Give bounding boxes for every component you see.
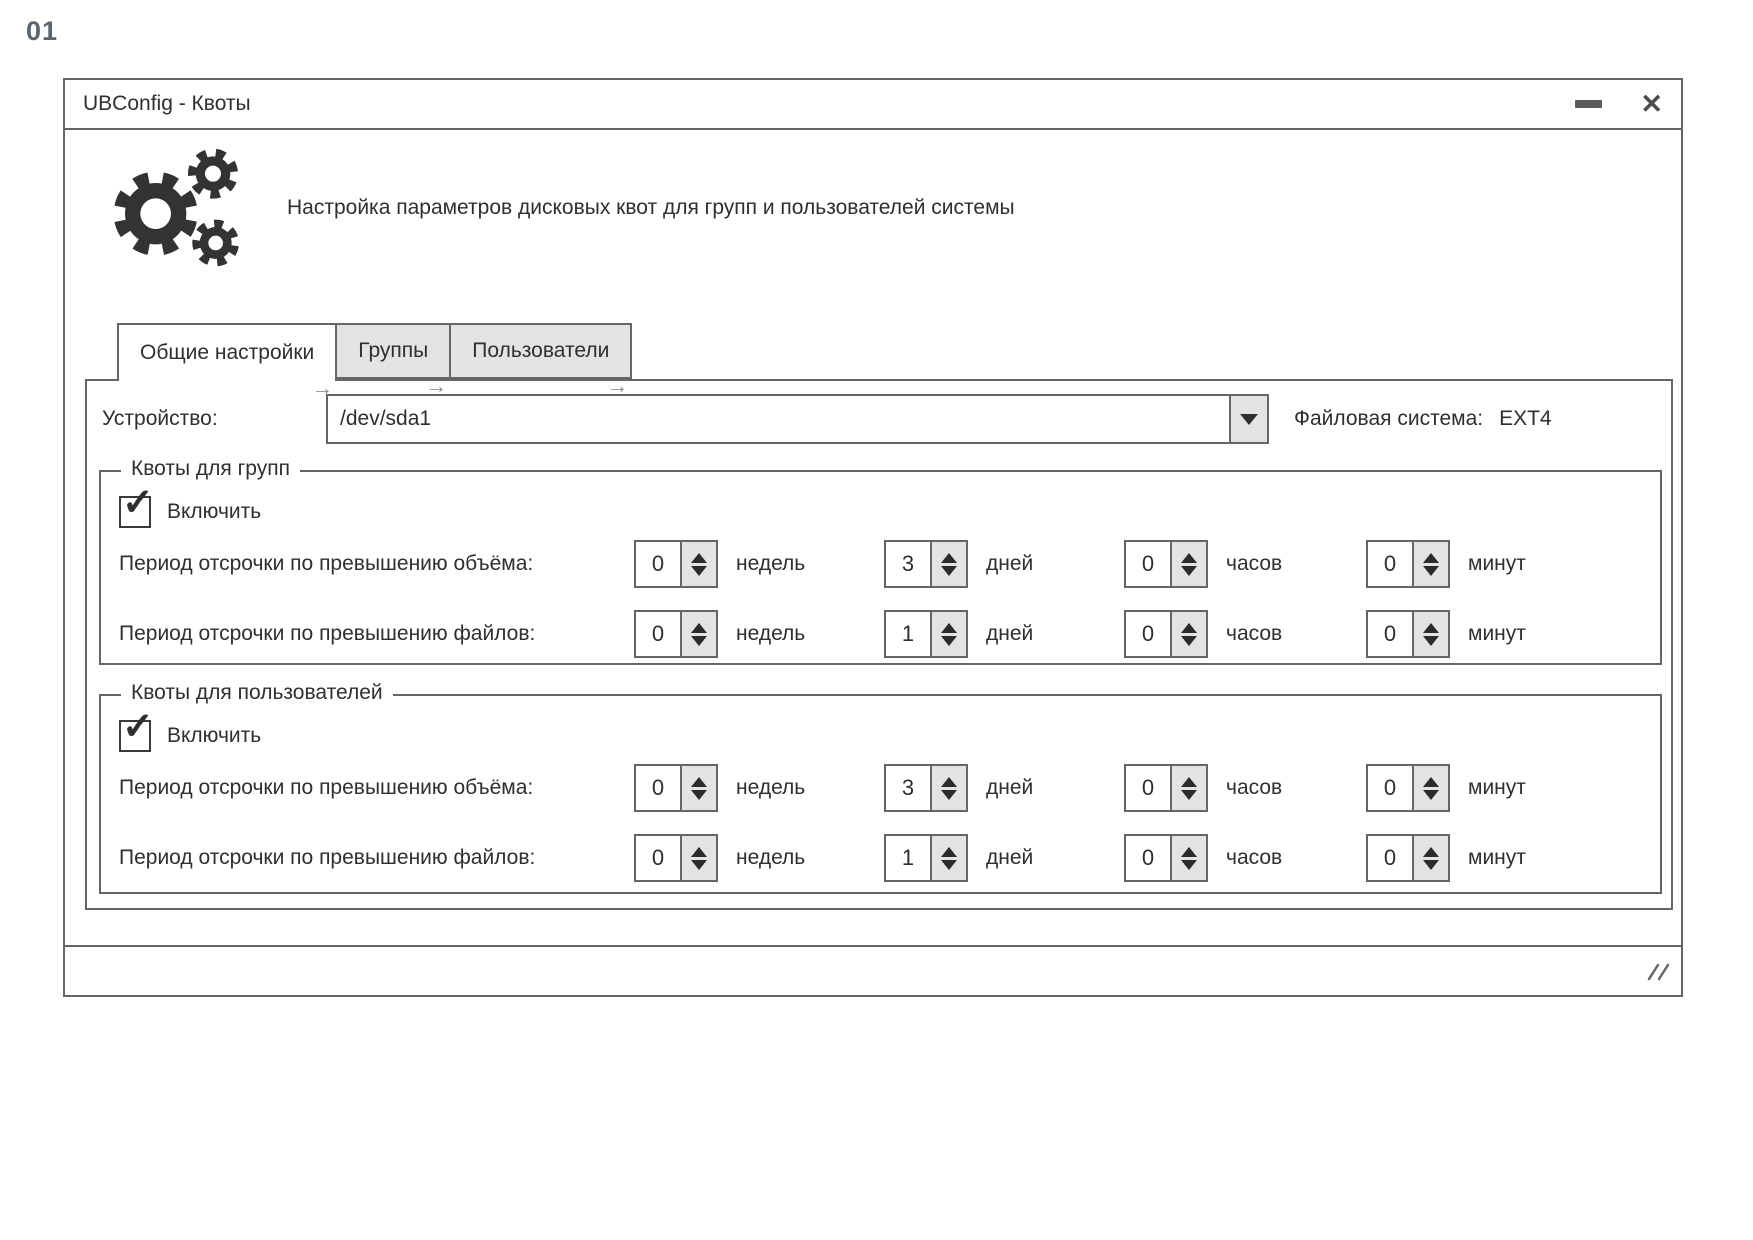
spinbox-stepper[interactable] (1170, 836, 1206, 880)
step-down-icon[interactable] (1181, 636, 1197, 646)
row-label: Период отсрочки по превышению объёма: (119, 552, 534, 575)
checkbox[interactable] (119, 482, 154, 528)
spinbox-stepper[interactable] (680, 542, 716, 586)
tab-link-arrow-icon: → (311, 375, 334, 400)
chevron-down-icon (1240, 414, 1258, 425)
spinbox-unit-label: дней (986, 552, 1034, 575)
spinbox (1366, 764, 1450, 812)
spinbox-value[interactable]: 3 (901, 551, 915, 576)
spinbox-stepper[interactable] (680, 612, 716, 656)
tab-users[interactable] (449, 323, 632, 398)
gears-icon (101, 140, 253, 279)
device-row (102, 394, 1657, 444)
step-down-icon[interactable] (1181, 790, 1197, 800)
spinbox-stepper[interactable] (930, 542, 966, 586)
spinbox-stepper[interactable] (680, 836, 716, 880)
spinner-minutes (1366, 834, 1526, 882)
step-down-icon[interactable] (691, 636, 707, 646)
spinbox (884, 540, 968, 588)
general-settings-panel (85, 375, 1673, 910)
spinbox-value[interactable]: 1 (901, 621, 915, 646)
spinbox (1124, 610, 1208, 658)
spinbox-value[interactable]: 0 (1383, 621, 1397, 646)
figure-number: 01 (26, 16, 59, 46)
step-up-icon[interactable] (1423, 777, 1439, 787)
checkbox[interactable] (119, 706, 154, 752)
spinbox-stepper[interactable] (1170, 542, 1206, 586)
step-down-icon[interactable] (691, 790, 707, 800)
spinbox-value[interactable]: 0 (1383, 551, 1397, 576)
close-button[interactable]: ✕ (1640, 88, 1663, 119)
step-up-icon[interactable] (1181, 777, 1197, 787)
checkmark-icon: ✓ (122, 482, 154, 524)
filesystem-label: Файловая система: (1294, 407, 1484, 430)
step-up-icon[interactable] (691, 623, 707, 633)
statusbar (65, 945, 1681, 995)
tab-label: Группы (358, 339, 429, 362)
step-up-icon[interactable] (941, 623, 957, 633)
spinbox-value[interactable]: 3 (901, 775, 915, 800)
delay-row-files (119, 610, 1650, 658)
groupbox-group-quotas (99, 457, 1662, 665)
delay-row-volume (119, 764, 1650, 812)
step-down-icon[interactable] (941, 790, 957, 800)
spinbox-value[interactable]: 0 (651, 775, 665, 800)
spinbox-unit-label: часов (1226, 846, 1283, 869)
step-down-icon[interactable] (941, 636, 957, 646)
step-down-icon[interactable] (1423, 790, 1439, 800)
step-down-icon[interactable] (1423, 566, 1439, 576)
spinbox-stepper[interactable] (930, 836, 966, 880)
spinbox-stepper[interactable] (1412, 612, 1448, 656)
resize-grip[interactable] (1643, 961, 1671, 988)
step-up-icon[interactable] (691, 553, 707, 563)
spinner-hours (1124, 834, 1282, 882)
checkbox-label: Включить (167, 724, 262, 747)
device-combobox[interactable] (326, 394, 1269, 444)
delay-row-files (119, 834, 1650, 882)
tab-general-settings[interactable] (117, 323, 337, 400)
spinbox-unit-label: минут (1468, 622, 1526, 645)
spinbox-unit-label: недель (736, 552, 806, 575)
spinner-minutes (1366, 610, 1526, 658)
spinner-weeks (634, 764, 805, 812)
tab-link-arrow-icon: → (606, 373, 629, 398)
step-up-icon[interactable] (941, 777, 957, 787)
spinbox-unit-label: минут (1468, 776, 1526, 799)
enable-checkbox-user-quotas[interactable] (119, 706, 262, 752)
spinbox-stepper[interactable] (1412, 836, 1448, 880)
spinbox-unit-label: дней (986, 846, 1034, 869)
spinbox-stepper[interactable] (1170, 766, 1206, 810)
spinbox-unit-label: минут (1468, 552, 1526, 575)
spinbox-value[interactable]: 0 (1141, 775, 1155, 800)
step-up-icon[interactable] (691, 847, 707, 857)
step-up-icon[interactable] (1423, 623, 1439, 633)
spinner-minutes (1366, 764, 1526, 812)
step-down-icon[interactable] (1181, 566, 1197, 576)
spinbox (1366, 610, 1450, 658)
spinbox-value[interactable]: 0 (1383, 845, 1397, 870)
tab-bar (117, 323, 632, 400)
spinbox-unit-label: минут (1468, 846, 1526, 869)
spinbox-stepper[interactable] (930, 612, 966, 656)
spinbox (634, 610, 718, 658)
spinbox (1366, 540, 1450, 588)
delay-row-volume (119, 540, 1650, 588)
device-combobox-value[interactable]: /dev/sda1 (340, 407, 432, 430)
spinbox-value[interactable]: 0 (651, 551, 665, 576)
step-down-icon[interactable] (1423, 636, 1439, 646)
spinbox (1366, 834, 1450, 882)
spinner-hours (1124, 764, 1282, 812)
spinbox-unit-label: дней (986, 622, 1034, 645)
step-up-icon[interactable] (1423, 847, 1439, 857)
spinbox-stepper[interactable] (1170, 612, 1206, 656)
step-down-icon[interactable] (691, 566, 707, 576)
window-title: UBConfig - Квоты (83, 92, 251, 115)
step-down-icon[interactable] (941, 566, 957, 576)
step-up-icon[interactable] (941, 553, 957, 563)
step-up-icon[interactable] (1423, 553, 1439, 563)
spinner-days (884, 610, 1033, 658)
spinbox-value[interactable]: 0 (651, 621, 665, 646)
step-down-icon[interactable] (691, 860, 707, 870)
row-label: Период отсрочки по превышению объёма: (119, 776, 534, 799)
minimize-button[interactable] (1575, 100, 1602, 108)
device-combobox-dropdown-button[interactable] (1229, 396, 1267, 442)
groupbox-legend: Квоты для пользователей (121, 681, 393, 705)
spinbox-unit-label: часов (1226, 776, 1283, 799)
spinner-hours (1124, 540, 1282, 588)
step-down-icon[interactable] (1181, 860, 1197, 870)
filesystem-value: EXT4 (1499, 407, 1552, 430)
step-down-icon[interactable] (941, 860, 957, 870)
tab-groups[interactable] (335, 323, 451, 398)
tab-link-arrow-icon: → (425, 373, 448, 398)
spinbox (1124, 540, 1208, 588)
row-label: Период отсрочки по превышению файлов: (119, 622, 536, 645)
tab-label: Общие настройки (140, 341, 315, 364)
row-label: Период отсрочки по превышению файлов: (119, 846, 536, 869)
spinner-weeks (634, 834, 805, 882)
app-window (63, 78, 1683, 997)
filesystem-info (1294, 407, 1552, 431)
checkbox-label: Включить (167, 500, 262, 523)
spinbox (634, 834, 718, 882)
spinner-days (884, 540, 1033, 588)
spinbox (1124, 834, 1208, 882)
spinner-days (884, 764, 1033, 812)
groupbox-legend: Квоты для групп (121, 457, 300, 481)
step-down-icon[interactable] (1423, 860, 1439, 870)
spinbox-stepper[interactable] (930, 766, 966, 810)
step-up-icon[interactable] (691, 777, 707, 787)
groupbox-user-quotas (99, 681, 1662, 894)
spinner-days (884, 834, 1033, 882)
spinbox (1124, 764, 1208, 812)
spinbox-stepper[interactable] (680, 766, 716, 810)
spinbox (634, 764, 718, 812)
spinbox-unit-label: недель (736, 776, 806, 799)
step-up-icon[interactable] (1181, 553, 1197, 563)
spinbox-unit-label: дней (986, 776, 1034, 799)
spinner-weeks (634, 540, 805, 588)
spinbox (884, 764, 968, 812)
enable-checkbox-group-quotas[interactable] (119, 482, 262, 528)
spinbox (884, 610, 968, 658)
spinbox-value[interactable]: 0 (651, 845, 665, 870)
window-controls (1575, 88, 1663, 119)
device-label: Устройство: (102, 407, 218, 430)
spinbox (884, 834, 968, 882)
spinner-weeks (634, 610, 805, 658)
spinbox-value[interactable]: 0 (1383, 775, 1397, 800)
spinbox-unit-label: часов (1226, 622, 1283, 645)
spinner-minutes (1366, 540, 1526, 588)
titlebar (65, 80, 1681, 130)
spinbox-stepper[interactable] (1412, 766, 1448, 810)
spinbox-value[interactable]: 0 (1141, 621, 1155, 646)
tab-label: Пользователи (472, 339, 610, 362)
spinbox (634, 540, 718, 588)
step-up-icon[interactable] (1181, 847, 1197, 857)
step-up-icon[interactable] (1181, 623, 1197, 633)
app-description: Настройка параметров дисковых квот для групп и пользователей системы (287, 196, 1015, 219)
spinbox-value[interactable]: 0 (1141, 845, 1155, 870)
spinbox-unit-label: часов (1226, 552, 1283, 575)
spinbox-unit-label: недель (736, 846, 806, 869)
spinbox-value[interactable]: 0 (1141, 551, 1155, 576)
step-up-icon[interactable] (941, 847, 957, 857)
spinbox-value[interactable]: 1 (901, 845, 915, 870)
spinbox-stepper[interactable] (1412, 542, 1448, 586)
checkmark-icon: ✓ (122, 706, 154, 748)
spinbox-unit-label: недель (736, 622, 806, 645)
spinner-hours (1124, 610, 1282, 658)
